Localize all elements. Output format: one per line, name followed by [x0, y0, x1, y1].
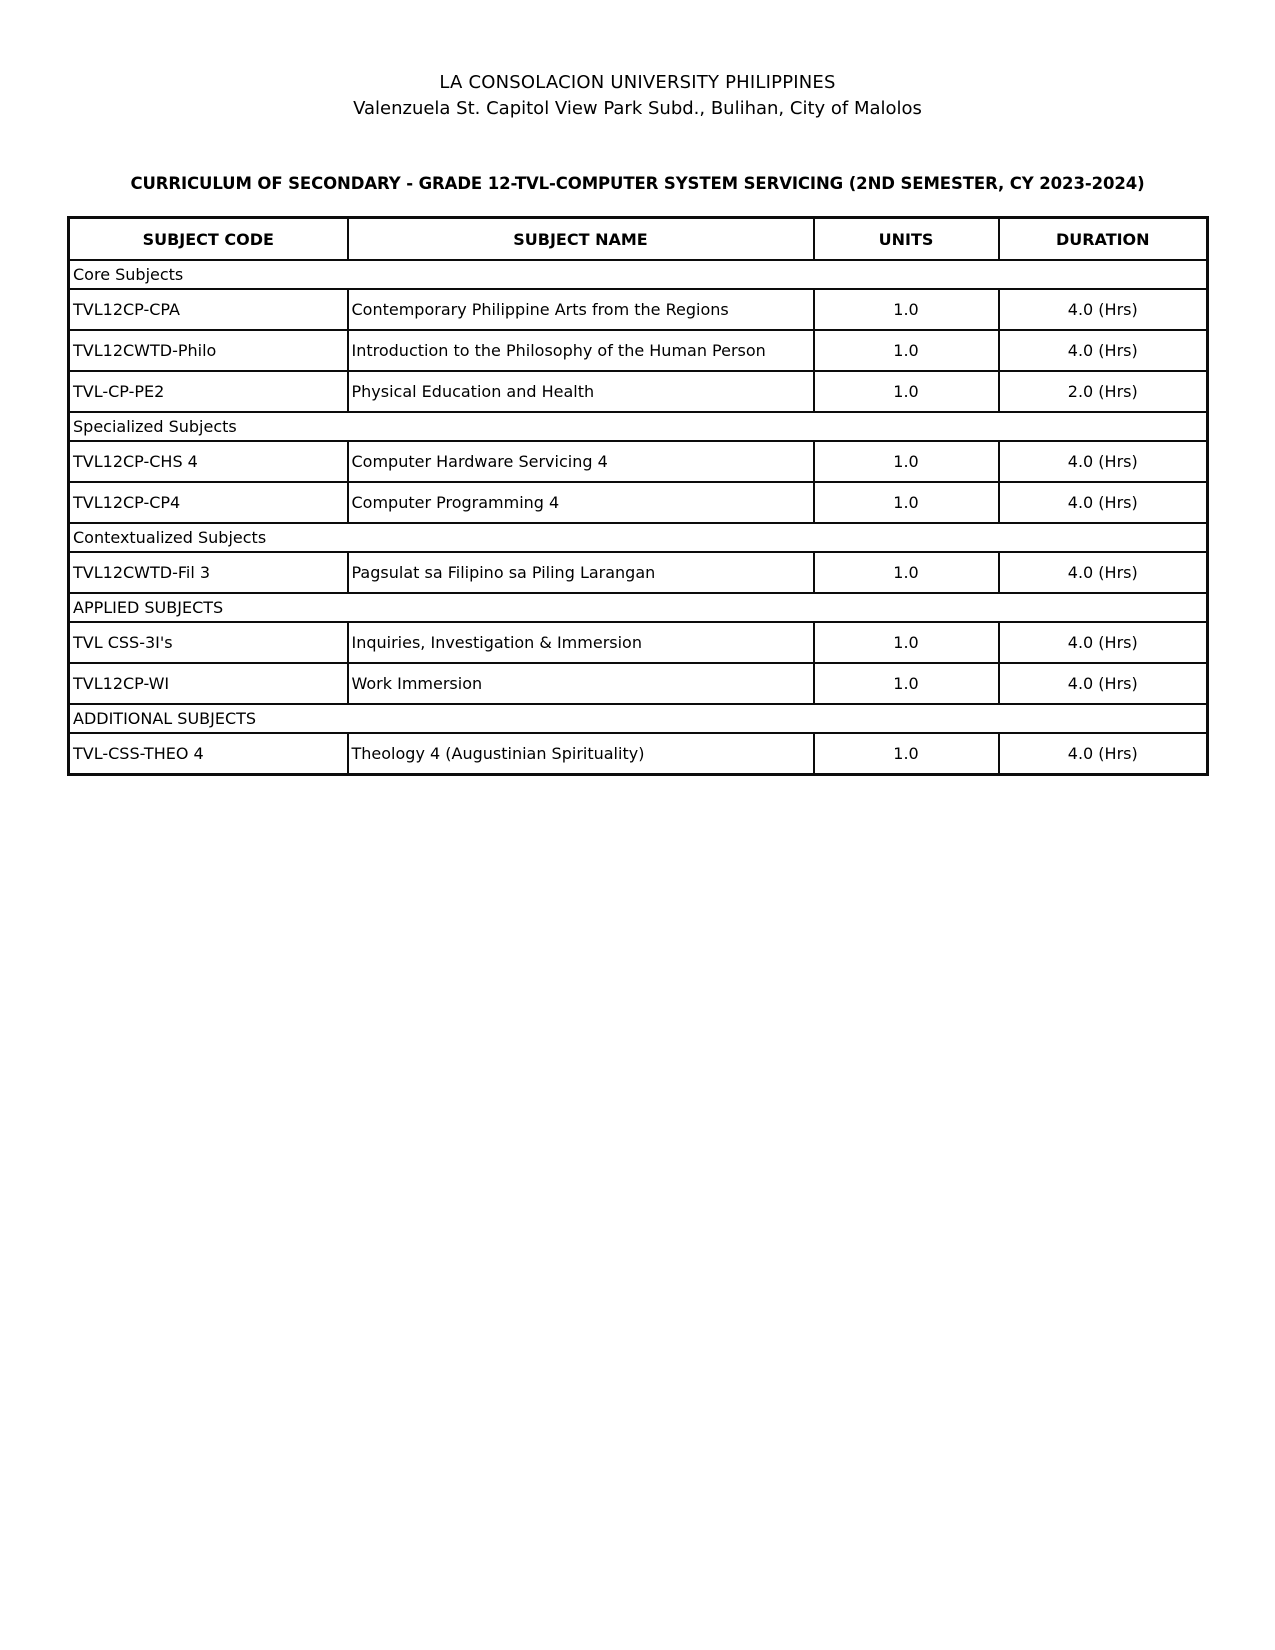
subject-name-cell: Inquiries, Investigation & Immersion — [348, 622, 814, 663]
subject-row-tvl12cp-cp4 — [69, 482, 1208, 523]
subject-code-cell: TVL-CP-PE2 — [69, 371, 348, 412]
duration-cell: 2.0 (Hrs) — [999, 371, 1208, 412]
subject-row-tvl12cwtd-philo — [69, 330, 1208, 371]
subject-name-cell: Introduction to the Philosophy of the Human Person — [348, 330, 814, 371]
university-address: Valenzuela St. Capitol View Park Subd., Bulihan, City of Malolos — [353, 98, 922, 119]
section-row-core-subjects — [69, 260, 1208, 289]
subject-row-tvl12cp-wi — [69, 663, 1208, 704]
column-header-duration: DURATION — [999, 218, 1208, 261]
subject-code-cell: TVL12CP-CP4 — [69, 482, 348, 523]
subject-row-tvl-css-theo4 — [69, 733, 1208, 775]
section-label: ADDITIONAL SUBJECTS — [69, 704, 1208, 733]
section-row-applied-subjects — [69, 593, 1208, 622]
section-label: Core Subjects — [69, 260, 1208, 289]
subject-name-cell: Computer Programming 4 — [348, 482, 814, 523]
column-header-subject-name: SUBJECT NAME — [348, 218, 814, 261]
duration-cell: 4.0 (Hrs) — [999, 482, 1208, 523]
units-cell: 1.0 — [814, 733, 999, 775]
section-label: Specialized Subjects — [69, 412, 1208, 441]
section-label: Contextualized Subjects — [69, 523, 1208, 552]
units-cell: 1.0 — [814, 482, 999, 523]
subject-code-cell: TVL12CWTD-Philo — [69, 330, 348, 371]
letterhead — [0, 0, 1275, 122]
curriculum-title: CURRICULUM OF SECONDARY - GRADE 12-TVL-COMPUTER SYSTEM SERVICING (2ND SEMESTER, CY 2023-2024) — [130, 174, 1145, 193]
units-cell: 1.0 — [814, 663, 999, 704]
units-cell: 1.0 — [814, 330, 999, 371]
duration-cell: 4.0 (Hrs) — [999, 552, 1208, 593]
university-name: LA CONSOLACION UNIVERSITY PHILIPPINES — [439, 72, 836, 93]
subject-code-cell: TVL12CWTD-Fil 3 — [69, 552, 348, 593]
section-row-additional-subjects — [69, 704, 1208, 733]
units-cell: 1.0 — [814, 289, 999, 330]
subject-code-cell: TVL12CP-CPA — [69, 289, 348, 330]
units-cell: 1.0 — [814, 441, 999, 482]
duration-cell: 4.0 (Hrs) — [999, 733, 1208, 775]
subject-name-cell: Work Immersion — [348, 663, 814, 704]
duration-cell: 4.0 (Hrs) — [999, 330, 1208, 371]
subject-name-cell: Computer Hardware Servicing 4 — [348, 441, 814, 482]
subject-row-tvl12cwtd-fil3 — [69, 552, 1208, 593]
table-header-row — [69, 218, 1208, 261]
column-header-subject-code: SUBJECT CODE — [69, 218, 348, 261]
subject-name-cell: Contemporary Philippine Arts from the Regions — [348, 289, 814, 330]
duration-cell: 4.0 (Hrs) — [999, 622, 1208, 663]
section-label: APPLIED SUBJECTS — [69, 593, 1208, 622]
units-cell: 1.0 — [814, 552, 999, 593]
units-cell: 1.0 — [814, 622, 999, 663]
column-header-units: UNITS — [814, 218, 999, 261]
section-row-contextualized-subjects — [69, 523, 1208, 552]
subject-code-cell: TVL CSS-3I's — [69, 622, 348, 663]
subject-code-cell: TVL-CSS-THEO 4 — [69, 733, 348, 775]
subject-name-cell: Pagsulat sa Filipino sa Piling Larangan — [348, 552, 814, 593]
subject-code-cell: TVL12CP-WI — [69, 663, 348, 704]
curriculum-table — [67, 216, 1209, 776]
section-row-specialized-subjects — [69, 412, 1208, 441]
duration-cell: 4.0 (Hrs) — [999, 289, 1208, 330]
subject-row-tvl12cp-chs4 — [69, 441, 1208, 482]
subject-row-tvl12cp-cpa — [69, 289, 1208, 330]
duration-cell: 4.0 (Hrs) — [999, 663, 1208, 704]
subject-row-tvl-css-3is — [69, 622, 1208, 663]
subject-code-cell: TVL12CP-CHS 4 — [69, 441, 348, 482]
units-cell: 1.0 — [814, 371, 999, 412]
subject-name-cell: Physical Education and Health — [348, 371, 814, 412]
duration-cell: 4.0 (Hrs) — [999, 441, 1208, 482]
subject-row-tvl-cp-pe2 — [69, 371, 1208, 412]
subject-name-cell: Theology 4 (Augustinian Spirituality) — [348, 733, 814, 775]
